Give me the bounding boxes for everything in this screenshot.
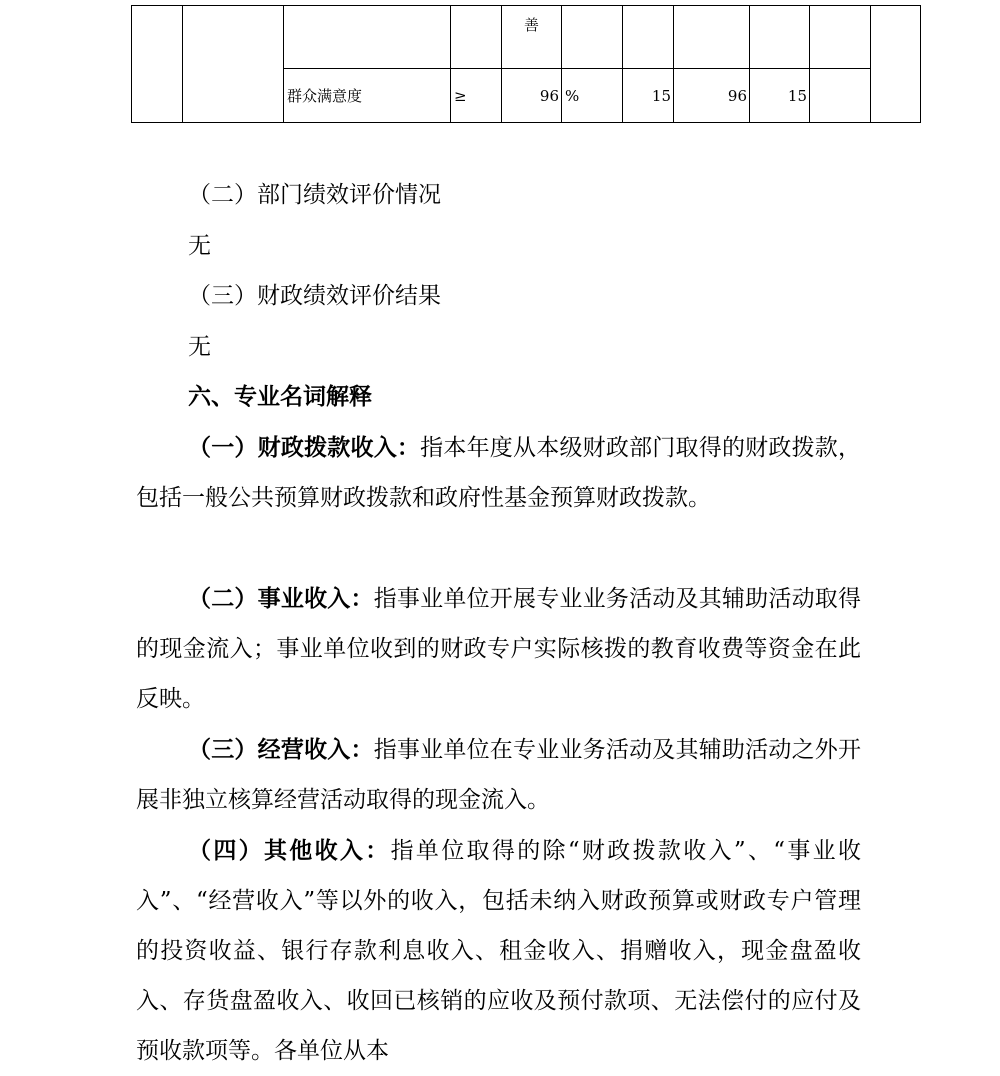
section-6-heading: 六、专业名词解释 — [188, 383, 372, 410]
term-2-paragraph — [136, 574, 861, 724]
table-cell-empty — [750, 6, 810, 69]
term-2-label: （二）事业收入： — [188, 585, 374, 612]
term-4-label: （四）其他收入： — [188, 837, 391, 864]
table-cell-value-fragment: 善 — [502, 6, 562, 69]
section-3-body: 无 — [188, 334, 211, 360]
section-3-heading: （三）财政绩效评价结果 — [188, 283, 441, 309]
table-cell-empty — [810, 69, 871, 123]
term-4-paragraph — [136, 826, 861, 1076]
section-2-body: 无 — [188, 233, 211, 259]
term-3-definition: 指事业单位在专业业务活动及其辅助活动之外开展非独立核算经营活动取得的现金流入。 — [136, 737, 862, 813]
table-cell-empty — [132, 6, 183, 123]
table-cell-empty — [623, 6, 674, 69]
table-cell-empty — [183, 6, 284, 123]
table-cell-operator: ≥ — [451, 69, 502, 123]
term-1-definition: 指本年度从本级财政部门取得的财政拨款，包括一般公共预算财政拨款和政府性基金预算财政拨款。 — [136, 435, 862, 511]
performance-table — [131, 5, 921, 123]
table-cell-empty — [810, 6, 871, 69]
term-1-paragraph — [136, 423, 861, 523]
table-cell-empty — [284, 6, 451, 69]
table-cell-empty — [674, 6, 750, 69]
term-3-paragraph — [136, 725, 861, 825]
table-cell-weight: 15 — [623, 69, 674, 123]
term-4-definition: 指单位取得的除“财政拨款收入”、“事业收入”、“经营收入”等以外的收入，包括未纳入财政预算或财政专户管理的投资收益、银行存款利息收入、租金收入、捐赠收入，现金盘盈收入、存货盘盈收入、收回已核销的应收及预付款项、无法偿付的应付及预收款项等。各单位从本 — [136, 838, 862, 1064]
table-cell-actual-value: 96 — [674, 69, 750, 123]
table-row — [132, 6, 921, 69]
table-cell-empty — [451, 6, 502, 69]
table-cell-unit: % — [562, 69, 623, 123]
table-cell-empty — [871, 6, 921, 123]
term-1-label: （一）财政拨款收入： — [188, 434, 421, 461]
section-2-heading: （二）部门绩效评价情况 — [188, 182, 441, 208]
table-cell-target-value: 96 — [502, 69, 562, 123]
term-2-definition: 指事业单位开展专业业务活动及其辅助活动取得的现金流入；事业单位收到的财政专户实际核拨的教育收费等资金在此反映。 — [136, 586, 862, 712]
table-cell-indicator: 群众满意度 — [284, 69, 451, 123]
table-cell-score: 15 — [750, 69, 810, 123]
term-3-label: （三）经营收入： — [188, 736, 374, 763]
table-cell-empty — [562, 6, 623, 69]
